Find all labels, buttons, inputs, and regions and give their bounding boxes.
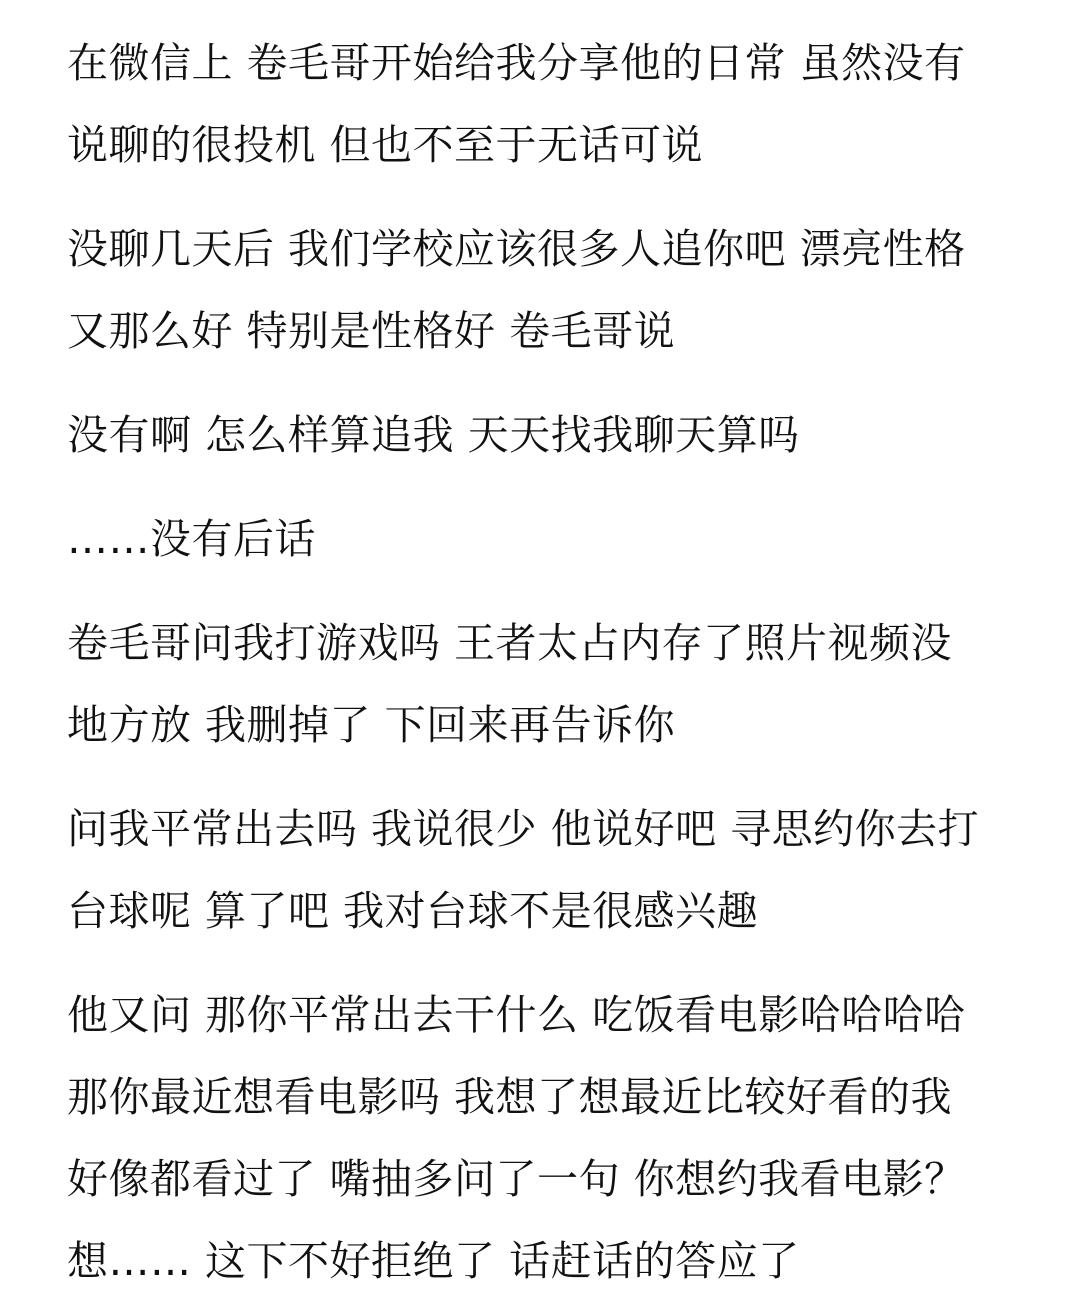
text-line: 在微信上 卷毛哥开始给我分享他的日常 虽然没有 <box>67 39 966 87</box>
text-line: 台球呢 算了吧 我对台球不是很感兴趣 <box>67 887 759 935</box>
paragraph-4 <box>67 498 1017 580</box>
text-line: 又那么好 特别是性格好 卷毛哥说 <box>67 307 676 355</box>
paragraph-3 <box>67 394 1017 476</box>
paragraph-7 <box>67 974 1017 1302</box>
text-line: 地方放 我删掉了 下回来再告诉你 <box>67 701 676 749</box>
paragraph-5 <box>67 602 1017 766</box>
text-line: 问我平常出去吗 我说很少 他说好吧 寻思约你去打 <box>67 805 980 853</box>
paragraph-6 <box>67 788 1017 952</box>
text-line: 说聊的很投机 但也不至于无话可说 <box>67 121 704 169</box>
text-line: 好像都看过了 嘴抽多问了一句 你想约我看电影？ <box>67 1155 966 1203</box>
text-line: 没聊几天后 我们学校应该很多人追你吧 漂亮性格 <box>67 225 966 273</box>
chat-story-text <box>67 22 1017 1302</box>
text-line: 卷毛哥问我打游戏吗 王者太占内存了照片视频没 <box>67 619 953 667</box>
text-line: ……没有后话 <box>67 515 316 563</box>
text-line: 没有啊 怎么样算追我 天天找我聊天算吗 <box>67 411 800 459</box>
text-line: 想…… 这下不好拒绝了 话赶话的答应了 <box>67 1237 800 1285</box>
paragraph-1 <box>67 22 1017 186</box>
paragraph-2 <box>67 208 1017 372</box>
text-line: 那你最近想看电影吗 我想了想最近比较好看的我 <box>67 1073 953 1121</box>
text-line: 他又问 那你平常出去干什么 吃饭看电影哈哈哈哈 <box>67 991 966 1039</box>
